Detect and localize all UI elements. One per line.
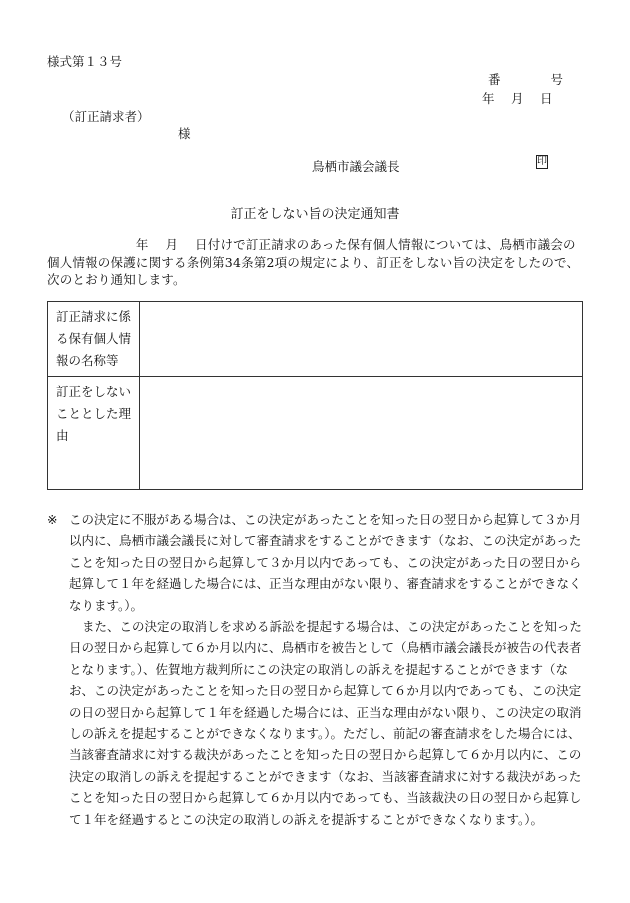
- table-row-label: 訂正をしないこととした理由: [48, 377, 140, 490]
- document-number-label: 番 号: [488, 72, 564, 87]
- note-paragraph-1: [47, 509, 587, 616]
- table-row: [48, 377, 583, 490]
- recipient-honorific: 様: [178, 126, 191, 141]
- recipient-role: （訂正請求者）: [62, 109, 150, 124]
- note-paragraph-1-text: この決定に不服がある場合は、この決定があったことを知った日の翌日から起算して３か月以内に、鳥栖市議会議長に対して審査請求をすることができます（なお、この決定があったことを知った日の翌日から起算して３か月以内であっても、この決定があった日の翌日から起算して１年を経過した場合には、正当な理由がない限り、審査請求をすることができなくなります。）。: [69, 512, 582, 613]
- document-date-label: 年 月 日: [482, 91, 553, 106]
- table-row-label: 訂正請求に係る保有個人情報の名称等: [48, 302, 140, 377]
- table-row-value: [140, 302, 583, 377]
- table-row: [48, 302, 583, 377]
- body-paragraph: 年 月 日付けで訂正請求のあった保有個人情報については、鳥栖市議会の個人情報の保護に関する条例第34条第2項の規定により、訂正をしない旨の決定をしたので、次のとおり通知します。: [47, 237, 580, 287]
- info-table: [47, 301, 583, 490]
- table-row-value: [140, 377, 583, 490]
- seal-icon: 印: [537, 156, 547, 167]
- note-mark: ※: [47, 512, 58, 527]
- notes-section: [47, 509, 587, 830]
- form-number: 様式第１３号: [47, 54, 123, 69]
- note-paragraph-2: また、この決定の取消しを求める訴訟を提起する場合は、この決定があったことを知った日の翌日から起算して６か月以内に、鳥栖市を被告として（鳥栖市議会議長が被告の代表者となります。）、佐賀地方裁判所にこの決定の取消しの訴えを提起することができます（なお、この決定があったことを知った日の翌日から起算して６か月以内であっても、この決定の日の翌日から起算して１年を経過した場合には、正当な理由がない限り、この決定の取消しの訴えを提起することができなくなります。）。ただし、前記の審査請求をした場合には、当該審査請求に対する裁決があったことを知った日の翌日から起算して６か月以内に、この決定の取消しの訴えを提起することができます（なお、当該審査請求に対する裁決があったことを知った日の翌日から起算して６か月以内であっても、当該裁決の日の翌日から起算して１年を経過するとこの決定の取消しの訴えを提訴することができなくなります。）。: [69, 619, 582, 827]
- document-title: 訂正をしない旨の決定通知書: [230, 207, 400, 222]
- sender-title: 鳥栖市議会議長: [312, 159, 400, 174]
